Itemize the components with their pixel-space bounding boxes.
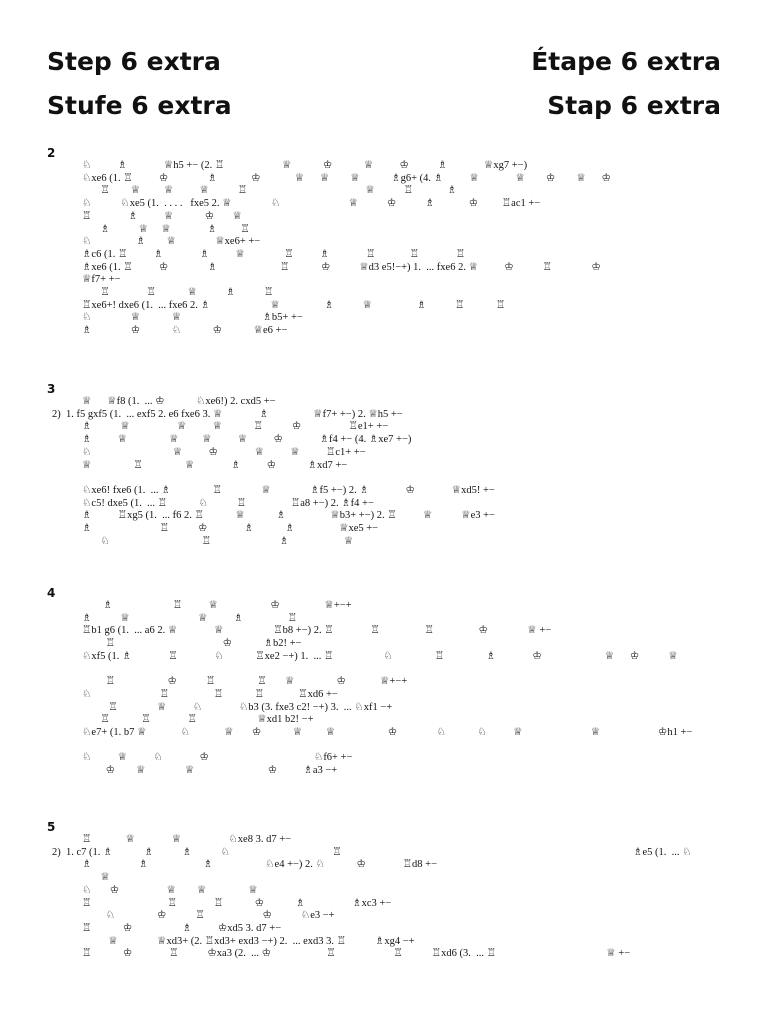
move-line: ♕f7+ +− xyxy=(82,274,121,286)
move-line: ♖ ♕ ♕ ♘xe8 3. d7 +− xyxy=(82,834,292,845)
move-line: ♗ ♖ ♔ ♗ ♗ ♕xe5 +− xyxy=(82,523,379,534)
move-line: ♘xf5 (1. ♗ ♖ ♘ ♖xe2 −+) 1. ... ♖ ♘ ♖ ♗ ♔ ♕ ♔ ♕ xyxy=(82,650,678,662)
move-line: ♘ ♖ ♖ ♖ ♖xd6 +− xyxy=(82,688,338,700)
title-german: Stufe 6 extra xyxy=(47,91,232,120)
move-line: ♘xe6! fxe6 (1. ... ♗ ♖ ♕ ♗f5 +−) 2. ♗ ♔ ♕xd5! +− xyxy=(82,484,495,496)
move-line: ♘xe6 (1. ♖ ♔ ♗ ♔ ♕ ♕ ♕ ♗g6+ (4. ♗ ♕ ♕ ♔ ♕ ♔ xyxy=(82,172,611,184)
title-dutch: Stap 6 extra xyxy=(547,91,721,120)
move-line: ♕ xyxy=(82,872,110,884)
move-line: ♖ ♖ ♖ ♔ ♗ ♗xc3 +− xyxy=(82,897,392,909)
move-line: ♘ ♔ ♕ ♕ ♕ xyxy=(82,884,258,896)
move-line: ♖ ♕ ♘ ♘b3 (3. fxe3 c2! −+) 3. ... ♘xf1 −+ xyxy=(82,701,393,713)
move-line: ♖ ♔ ♗ ♔xd5 3. d7 +− xyxy=(82,922,282,934)
move-line: ♔ ♕ ♕ ♔ ♗a3 −+ xyxy=(82,765,338,777)
exercise-number: 5 xyxy=(47,820,56,834)
move-line: ♗ ♔ ♘ ♔ ♕e6 +− xyxy=(82,325,288,337)
move-line: ♘ ♕ ♘ ♔ ♘f6+ +− xyxy=(82,752,353,764)
exercise-number: 3 xyxy=(47,382,56,396)
move-line: ♘ ♕ ♔ ♕ ♕ ♖c1+ +− xyxy=(82,446,366,458)
move-line: 2) 1. f5 gxf5 (1. ... exf5 2. e6 fxe6 3. ♕ ♗ ♕f7+ +−) 2. ♕h5 +− xyxy=(52,408,403,420)
exercise-number: 2 xyxy=(47,146,56,160)
move-line: ♗ ♖xg5 (1. ... f6 2. ♖ ♕ ♗ ♕b3+ +−) 2. ♖ ♕ ♕e3 +− xyxy=(82,510,495,522)
move-line: ♗xe6 (1. ♖ ♔ ♗ ♖ ♔ ♕d3 e5!−+) 1. ... fxe6 2. ♕ ♔ ♖ ♔ xyxy=(82,261,601,273)
move-line: ♗ ♕ ♕ ♕ ♕ ♔ ♗f4 +− (4. ♗xe7 +−) xyxy=(82,434,412,446)
move-line: ♘c5! dxe5 (1. ... ♖ ♘ ♖ ♖a8 +−) 2. ♗f4 +− xyxy=(82,497,374,509)
move-line: ♗ ♕ ♕ ♕ ♖ ♔ ♖e1+ +− xyxy=(82,421,389,433)
move-line: ♗ ♗ ♗ ♘e4 +−) 2. ♘ ♔ ♖d8 +− xyxy=(82,859,437,871)
move-line: 2) 1. c7 (1. ♗ ♗ ♗ ♘ ♖ ♗e5 (1. ... ♘ xyxy=(52,846,692,858)
move-line: ♖ ♔ ♗b2! +− xyxy=(82,638,302,650)
move-line: ♗ ♕ ♕ ♗ ♖ xyxy=(82,223,250,235)
move-line: ♖ ♕ ♕ ♕ ♖ ♕ ♖ ♗ xyxy=(82,185,457,197)
move-line: ♖xe6+! dxe6 (1. ... fxe6 2. ♗ ♕ ♗ ♕ ♗ ♖ ♖ xyxy=(82,299,506,311)
move-line: ♗c6 (1. ♖ ♗ ♗ ♕ ♖ ♗ ♖ ♖ ♖ xyxy=(82,248,466,260)
move-line: ♕ ♕f8 (1. ... ♔ ♘xe6!) 2. cxd5 +− xyxy=(82,396,276,407)
move-line: ♘ ♖ ♗ ♕ xyxy=(82,535,354,547)
exercise-number: 4 xyxy=(47,586,56,600)
move-line: ♖ ♖ ♕ ♗ ♖ xyxy=(82,287,274,298)
move-line: ♕ ♕xd3+ (2. ♖xd3+ exd3 −+) 2. ... exd3 3. ♖ ♗xg4 −+ xyxy=(82,935,415,947)
title-french: Étape 6 extra xyxy=(531,47,721,76)
move-line: ♘ ♗ ♕h5 +− (2. ♖ ♕ ♔ ♕ ♔ ♗ ♕xg7 +−) xyxy=(82,160,528,171)
move-line: ♖ ♗ ♕ ♔ ♕ xyxy=(82,210,242,222)
move-line: ♘e7+ (1. b7 ♕ ♘ ♕ ♔ ♕ ♕ ♔ ♘ ♘ ♕ ♕ ♔h1 +− xyxy=(82,727,693,738)
move-line: ♘ ♗ ♕ ♕xe6+ +− xyxy=(82,236,261,248)
move-line: ♗ ♖ ♕ ♔ ♕+−+ xyxy=(82,600,352,611)
move-line: ♘ ♘xe5 (1. . . . . fxe5 2. ♕ ♘ ♕ ♔ ♗ ♔ ♖ac1 +− xyxy=(82,198,541,210)
move-line: ♘ ♕ ♕ ♗b5+ +− xyxy=(82,312,303,324)
move-line: ♖ ♔ ♖ ♔xa3 (2. ... ♔ ♖ ♖ ♖xd6 (3. ... ♖ ♕ +− xyxy=(82,948,631,960)
move-line: ♖b1 g6 (1. ... a6 2. ♕ ♕ ♖b8 +−) 2. ♖ ♖ ♖ ♔ ♕ +− xyxy=(82,625,552,637)
move-line: ♖ ♖ ♖ ♕xd1 b2! −+ xyxy=(82,714,314,726)
title-english: Step 6 extra xyxy=(47,47,221,76)
move-line: ♕ ♖ ♕ ♗ ♔ ♗xd7 +− xyxy=(82,459,348,471)
move-line: ♗ ♕ ♕ ♗ ♖ xyxy=(82,612,298,624)
move-line: ♘ ♔ ♖ ♔ ♘e3 −+ xyxy=(82,910,335,922)
move-line: ♖ ♔ ♖ ♖ ♕ ♔ ♕+−+ xyxy=(82,676,408,688)
